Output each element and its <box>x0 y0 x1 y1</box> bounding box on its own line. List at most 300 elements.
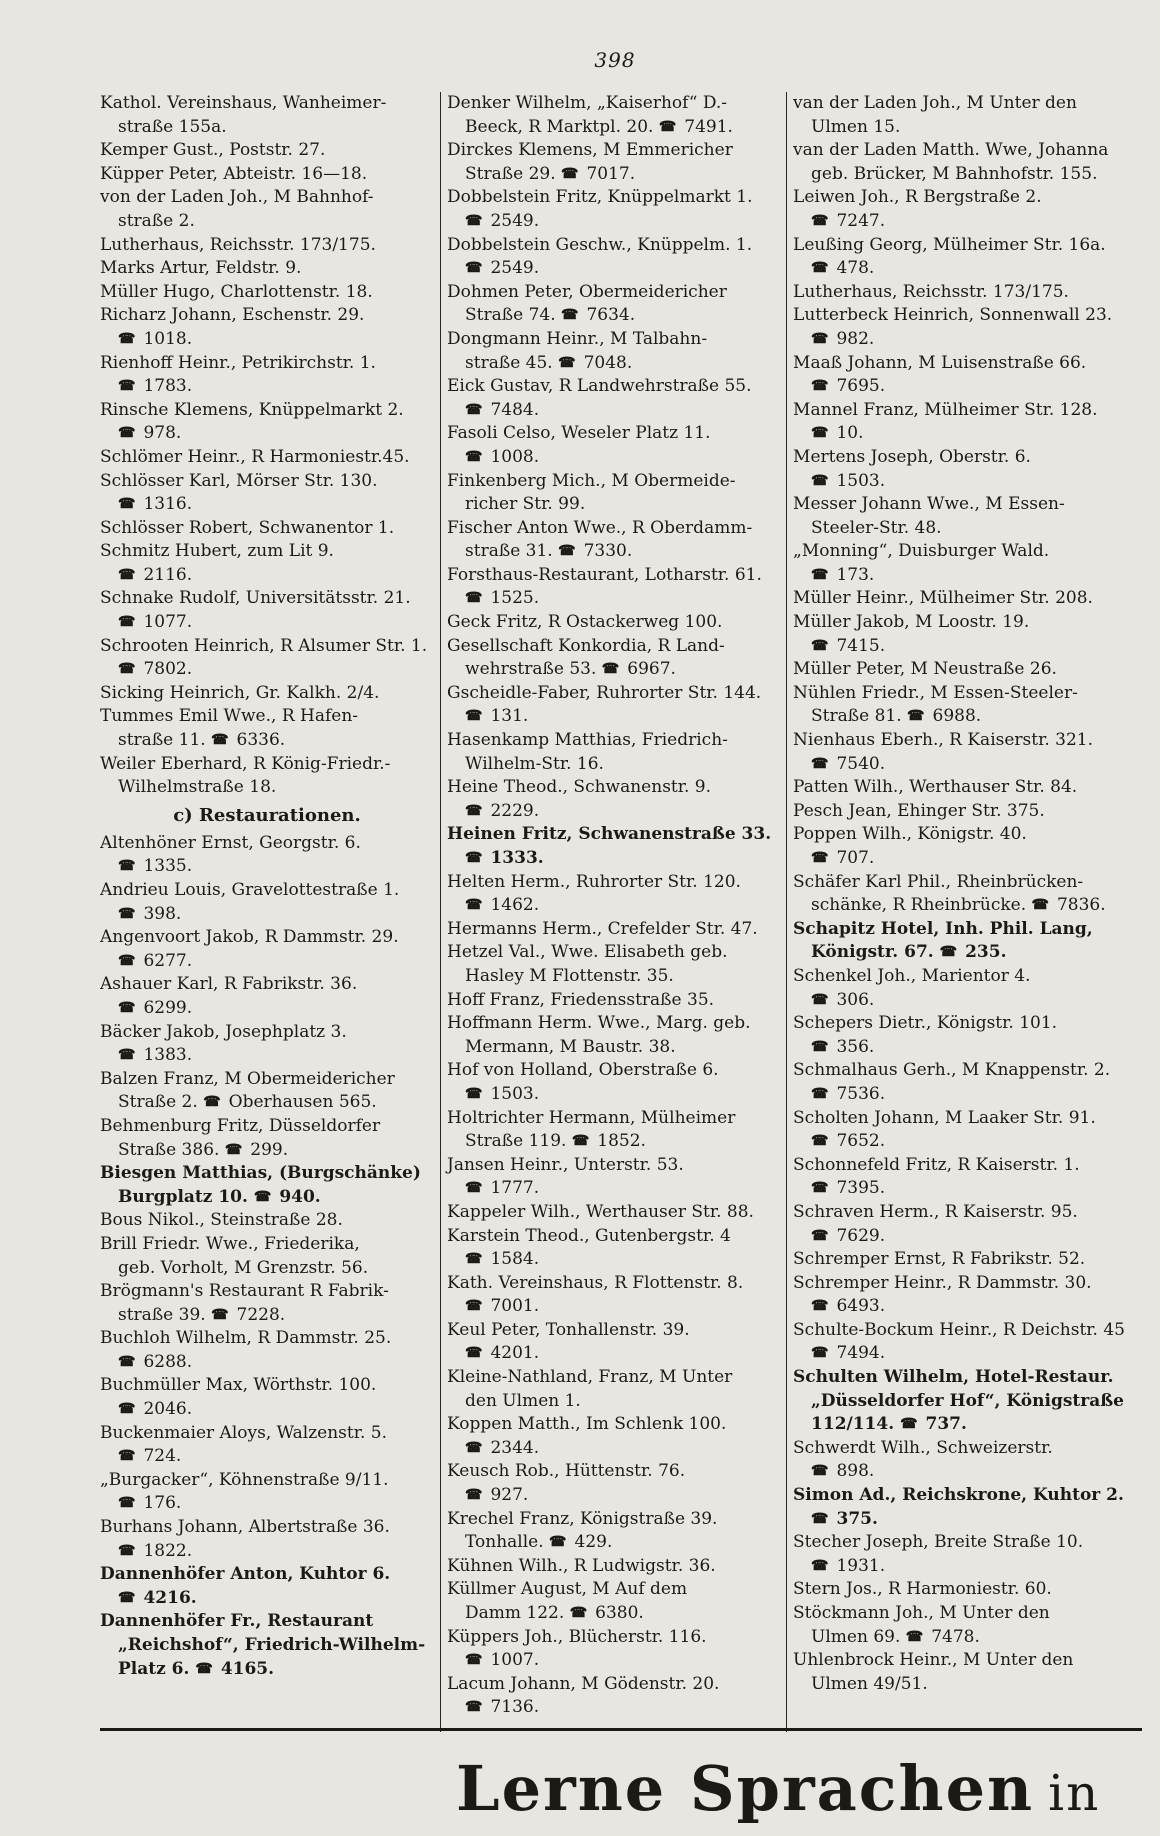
entry-continuation <box>447 753 780 777</box>
telephone-number <box>465 400 539 420</box>
telephone-number <box>118 1493 181 1513</box>
telephone-number <box>118 1446 181 1466</box>
entry-continuation <box>447 1602 780 1626</box>
entry-text: Steeler-Str. 48. <box>811 517 942 538</box>
telephone-icon <box>811 1130 828 1154</box>
entry-text: Messer Johann Wwe., M Essen- <box>793 494 1065 515</box>
telephone-icon <box>118 611 135 635</box>
entry-continuation <box>793 1626 1142 1650</box>
telephone-icon <box>118 658 135 682</box>
directory-entry <box>793 1484 1142 1531</box>
telephone-value: 131. <box>490 706 529 727</box>
telephone-value: 7415. <box>836 635 886 656</box>
entry-text: straße 31. <box>465 541 553 562</box>
entry-continuation <box>100 997 434 1021</box>
directory-entry <box>100 1021 434 1068</box>
entry-text: Balzen Franz, M Obermeidericher <box>100 1068 395 1089</box>
entry-text: Schlömer Heinr., R Harmoniestr.45. <box>100 446 410 467</box>
entry-text: straße 45. <box>465 352 553 373</box>
telephone-number <box>465 1343 539 1363</box>
telephone-icon <box>811 989 828 1013</box>
directory-entry <box>447 328 780 375</box>
telephone-number <box>811 1343 885 1363</box>
telephone-icon <box>465 1295 482 1319</box>
directory-entry <box>100 446 434 470</box>
directory-entry <box>793 1531 1142 1578</box>
telephone-icon <box>118 564 135 588</box>
entry-continuation <box>100 1257 434 1281</box>
entry-text: van der Laden Matth. Wwe, Johanna <box>793 140 1109 161</box>
telephone-number <box>465 1438 539 1458</box>
entry-text: Heinen Fritz, Schwanenstraße 33. <box>447 824 772 845</box>
telephone-value: 4165. <box>220 1658 275 1679</box>
telephone-icon <box>465 257 482 281</box>
telephone-number <box>811 211 885 231</box>
directory-entry <box>447 92 780 139</box>
telephone-icon <box>811 422 828 446</box>
entry-continuation <box>793 1295 1142 1319</box>
bottom-rule <box>100 1728 1142 1731</box>
telephone-number <box>118 423 181 443</box>
telephone-value: 898. <box>836 1461 875 1482</box>
entry-text: Patten Wilh., Werthauser Str. 84. <box>793 777 1078 798</box>
entry-continuation <box>447 1437 780 1461</box>
directory-entry <box>100 832 434 879</box>
telephone-icon <box>118 1044 135 1068</box>
telephone-icon <box>118 1445 135 1469</box>
directory-entry <box>100 517 434 541</box>
telephone-value: 299. <box>250 1139 289 1160</box>
telephone-value: 978. <box>143 423 182 444</box>
entry-text: Holtrichter Hermann, Mülheimer <box>447 1107 736 1128</box>
entry-continuation <box>100 1351 434 1375</box>
telephone-number <box>570 1603 644 1623</box>
entry-text: Königstr. 67. <box>811 942 934 963</box>
telephone-value: 356. <box>836 1036 875 1057</box>
directory-entry <box>100 1516 434 1563</box>
entry-continuation <box>793 989 1142 1013</box>
directory-entry <box>447 1059 780 1106</box>
telephone-value: 1333. <box>490 848 544 868</box>
entry-continuation <box>447 116 780 140</box>
telephone-icon <box>549 1531 566 1555</box>
entry-continuation <box>793 328 1142 352</box>
telephone-value: 6336. <box>236 730 286 751</box>
directory-entry <box>100 705 434 752</box>
directory-entry <box>793 92 1142 139</box>
telephone-value: 7634. <box>586 305 636 326</box>
entry-text: Wilhelm-Str. 16. <box>465 753 604 774</box>
telephone-number <box>195 1659 274 1679</box>
telephone-icon <box>465 1696 482 1720</box>
entry-text: Platz 6. <box>118 1658 190 1679</box>
telephone-number <box>118 494 192 514</box>
telephone-number <box>811 848 874 868</box>
entry-continuation <box>447 352 780 376</box>
telephone-value: 7136. <box>490 1697 540 1718</box>
entry-text: Dobbelstein Fritz, Knüppelmarkt 1. <box>447 187 753 208</box>
telephone-number <box>811 636 885 656</box>
directory-entry <box>100 1115 434 1162</box>
entry-text: von der Laden Joh., M Bahnhof- <box>100 187 374 208</box>
telephone-number <box>118 951 192 971</box>
entry-text: Buchloh Wilhelm, R Dammstr. 25. <box>100 1328 392 1349</box>
entry-text: Schlösser Robert, Schwanentor 1. <box>100 517 395 538</box>
telephone-icon <box>659 116 676 140</box>
entry-continuation <box>793 635 1142 659</box>
entry-continuation <box>100 855 434 879</box>
entry-text: „Düsseldorfer Hof“, Königstraße <box>811 1390 1124 1411</box>
telephone-value: 7247. <box>836 210 886 231</box>
directory-entry <box>447 635 780 682</box>
directory-entry <box>793 1154 1142 1201</box>
telephone-icon <box>811 564 828 588</box>
directory-entry <box>100 1563 434 1610</box>
entry-continuation <box>793 422 1142 446</box>
entry-continuation <box>447 540 780 564</box>
telephone-number <box>211 730 285 750</box>
directory-entry <box>793 446 1142 493</box>
entry-continuation <box>100 1634 434 1658</box>
entry-continuation <box>793 1036 1142 1060</box>
entry-continuation <box>447 658 780 682</box>
telephone-value: 478. <box>836 258 875 279</box>
entry-text: Hoffmann Herm. Wwe., Marg. geb. <box>447 1013 751 1034</box>
entry-continuation <box>447 446 780 470</box>
directory-entry <box>100 753 434 800</box>
telephone-value: 1018. <box>143 328 193 349</box>
entry-continuation <box>447 1531 780 1555</box>
telephone-number <box>811 1131 885 1151</box>
directory-entry <box>100 186 434 233</box>
telephone-value: 235. <box>965 942 1007 963</box>
directory-entry <box>793 611 1142 658</box>
telephone-value: 7228. <box>236 1304 286 1325</box>
telephone-value: 2046. <box>143 1399 193 1420</box>
entry-text: Tummes Emil Wwe., R Hafen- <box>100 706 359 727</box>
telephone-number <box>465 211 539 231</box>
telephone-number <box>254 1187 321 1207</box>
telephone-number <box>118 659 192 679</box>
entry-continuation <box>100 375 434 399</box>
directory-entry <box>100 92 434 139</box>
entry-continuation <box>793 470 1142 494</box>
telephone-icon <box>118 950 135 974</box>
telephone-value: 7001. <box>490 1296 540 1317</box>
entry-text: Eick Gustav, R Landwehrstraße 55. <box>447 376 752 397</box>
entry-text: Dirckes Klemens, M Emmericher <box>447 140 733 161</box>
entry-text: Küllmer August, M Auf dem <box>447 1579 688 1600</box>
entry-text: Dobbelstein Geschw., Knüppelm. 1. <box>447 234 753 255</box>
telephone-value: 176. <box>143 1493 182 1514</box>
entry-continuation <box>793 1413 1142 1437</box>
telephone-value: 2549. <box>490 210 540 231</box>
telephone-number <box>549 1532 612 1552</box>
telephone-value: 1525. <box>490 588 540 609</box>
entry-continuation <box>100 422 434 446</box>
telephone-number <box>572 1131 646 1151</box>
entry-continuation <box>100 1186 434 1210</box>
telephone-number <box>907 706 981 726</box>
telephone-number <box>465 1249 539 1269</box>
directory-entry <box>793 1578 1142 1602</box>
telephone-value: 724. <box>143 1446 182 1467</box>
entry-continuation <box>447 1342 780 1366</box>
entry-text: Kleine-Nathland, Franz, M Unter <box>447 1367 733 1388</box>
telephone-icon <box>118 328 135 352</box>
entry-text: Fasoli Celso, Weseler Platz 11. <box>447 423 711 444</box>
entry-text: Kappeler Wilh., Werthauser Str. 88. <box>447 1201 754 1222</box>
entry-continuation <box>100 1044 434 1068</box>
entry-continuation <box>100 1304 434 1328</box>
entry-continuation <box>793 163 1142 187</box>
entry-continuation <box>793 753 1142 777</box>
entry-text: Hermanns Herm., Crefelder Str. 47. <box>447 918 758 939</box>
telephone-value: 7536. <box>836 1083 886 1104</box>
entry-text: Uhlenbrock Heinr., M Unter den <box>793 1650 1074 1671</box>
telephone-icon <box>811 375 828 399</box>
directory-entry <box>447 375 780 422</box>
telephone-number <box>118 904 181 924</box>
telephone-value: 4201. <box>490 1343 540 1364</box>
telephone-number <box>811 565 874 585</box>
entry-text: Schwerdt Wilh., Schweizerstr. <box>793 1437 1053 1458</box>
telephone-value: 1852. <box>597 1131 646 1152</box>
directory-entry <box>793 540 1142 587</box>
entry-text: Ashauer Karl, R Fabrikstr. 36. <box>100 974 358 995</box>
telephone-icon <box>118 422 135 446</box>
telephone-icon <box>118 855 135 879</box>
directory-entry <box>447 1578 780 1625</box>
entry-continuation <box>793 375 1142 399</box>
telephone-value: 375. <box>836 1508 878 1529</box>
telephone-number <box>118 1399 192 1419</box>
telephone-value: 7652. <box>836 1131 886 1152</box>
entry-text: Brill Friedr. Wwe., Friederika, <box>100 1233 360 1254</box>
directory-entry <box>100 1422 434 1469</box>
directory-entry <box>100 281 434 305</box>
telephone-icon <box>465 446 482 470</box>
telephone-number <box>118 376 192 396</box>
entry-continuation <box>447 163 780 187</box>
telephone-number <box>811 1226 885 1246</box>
entry-text: Schulten Wilhelm, Hotel-Restaur. <box>793 1367 1114 1388</box>
telephone-number <box>1032 895 1106 915</box>
directory-entry <box>100 973 434 1020</box>
entry-text: straße 39. <box>118 1304 206 1325</box>
telephone-number <box>811 1556 885 1576</box>
entry-text: den Ulmen 1. <box>465 1390 581 1411</box>
entry-text: Weiler Eberhard, R König-Friedr.- <box>100 753 391 774</box>
entry-text: Koppen Matth., Im Schlenk 100. <box>447 1414 727 1435</box>
entry-text: Brögmann's Restaurant R Fabrik- <box>100 1281 389 1302</box>
banner-tail: in <box>1048 1764 1101 1822</box>
directory-entry <box>447 918 780 942</box>
telephone-value: 173. <box>836 564 875 585</box>
entry-text: Rienhoff Heinr., Petrikirchstr. 1. <box>100 352 376 373</box>
entry-text: Maaß Johann, M Luisenstraße 66. <box>793 352 1087 373</box>
telephone-value: 4216. <box>143 1587 197 1608</box>
directory-entry <box>100 1233 434 1280</box>
directory-entry <box>793 871 1142 918</box>
telephone-icon <box>118 1540 135 1564</box>
directory-entry <box>793 682 1142 729</box>
columns <box>100 92 1142 1732</box>
telephone-value: 10. <box>836 423 864 444</box>
telephone-icon <box>811 1342 828 1366</box>
telephone-icon <box>811 1460 828 1484</box>
entry-continuation <box>447 847 780 871</box>
telephone-number <box>118 998 192 1018</box>
directory-entry <box>447 564 780 611</box>
directory-entry <box>447 1319 780 1366</box>
telephone-icon <box>211 1304 228 1328</box>
telephone-number <box>558 541 632 561</box>
telephone-number <box>465 895 539 915</box>
telephone-value: 1077. <box>143 612 193 633</box>
telephone-number <box>811 1084 885 1104</box>
entry-continuation <box>793 1673 1142 1697</box>
entry-text: Nühlen Friedr., M Essen-Steeler- <box>793 682 1078 703</box>
entry-continuation <box>447 965 780 989</box>
telephone-icon <box>570 1602 587 1626</box>
entry-text: Kath. Vereinshaus, R Flottenstr. 8. <box>447 1272 744 1293</box>
entry-text: Hof von Holland, Oberstraße 6. <box>447 1060 719 1081</box>
entry-text: straße 11. <box>118 730 206 751</box>
telephone-value: 1783. <box>143 376 193 397</box>
directory-entry <box>793 776 1142 800</box>
entry-text: 112/114. <box>811 1414 895 1435</box>
entry-text: Küpper Peter, Abteistr. 16—18. <box>100 163 368 184</box>
telephone-value: 940. <box>279 1186 321 1207</box>
telephone-value: 737. <box>925 1414 967 1435</box>
entry-continuation <box>447 399 780 423</box>
telephone-number <box>558 353 632 373</box>
entry-text: Helten Herm., Ruhrorter Str. 120. <box>447 871 741 892</box>
entry-text: Forsthaus-Restaurant, Lotharstr. 61. <box>447 564 762 585</box>
entry-text: Gscheidle-Faber, Ruhrorter Str. 144. <box>447 682 762 703</box>
directory-entry <box>793 1201 1142 1248</box>
telephone-number <box>602 659 676 679</box>
directory-entry <box>100 587 434 634</box>
entry-text: Tonhalle. <box>465 1532 544 1553</box>
telephone-number <box>811 423 864 443</box>
telephone-value: 1503. <box>490 1083 540 1104</box>
telephone-icon <box>811 257 828 281</box>
telephone-value: 7629. <box>836 1225 886 1246</box>
directory-entry <box>793 1272 1142 1319</box>
entry-text: Dannenhöfer Fr., Restaurant <box>100 1611 374 1632</box>
telephone-icon <box>465 587 482 611</box>
telephone-value: 398. <box>143 903 182 924</box>
telephone-number <box>465 848 544 868</box>
telephone-value: 7695. <box>836 376 886 397</box>
telephone-number <box>561 305 635 325</box>
directory-entry <box>793 186 1142 233</box>
directory-entry <box>447 422 780 469</box>
entry-continuation <box>447 1130 780 1154</box>
directory-entry <box>447 823 780 870</box>
entry-text: Pesch Jean, Ehinger Str. 375. <box>793 800 1045 821</box>
entry-continuation <box>447 800 780 824</box>
directory-entry <box>100 399 434 446</box>
entry-text: Poppen Wilh., Königstr. 40. <box>793 824 1027 845</box>
telephone-number <box>465 588 539 608</box>
telephone-number <box>811 990 874 1010</box>
telephone-value: 6967. <box>627 659 676 680</box>
directory-entry <box>447 729 780 776</box>
directory-entry <box>100 635 434 682</box>
entry-text: Sicking Heinrich, Gr. Kalkh. 2/4. <box>100 682 380 703</box>
entry-continuation <box>100 1445 434 1469</box>
directory-entry <box>447 941 780 988</box>
entry-text: Beeck, R Marktpl. 20. <box>465 116 654 137</box>
telephone-icon <box>118 903 135 927</box>
telephone-value: 1462. <box>490 895 540 916</box>
entry-text: Lutherhaus, Reichsstr. 173/175. <box>100 234 376 255</box>
section-header: c) Restaurationen. <box>173 804 361 826</box>
entry-continuation <box>100 1540 434 1564</box>
directory-entry <box>793 1012 1142 1059</box>
directory-entry <box>100 1162 434 1209</box>
entry-continuation <box>447 210 780 234</box>
telephone-number <box>465 258 539 278</box>
directory-entry <box>447 1460 780 1507</box>
directory-entry <box>793 1319 1142 1366</box>
telephone-icon <box>561 304 578 328</box>
telephone-number <box>465 447 539 467</box>
entry-text: straße 155a. <box>118 116 227 137</box>
telephone-icon <box>465 1248 482 1272</box>
telephone-icon <box>465 894 482 918</box>
entry-text: richer Str. 99. <box>465 494 586 515</box>
telephone-value: 1007. <box>490 1650 540 1671</box>
entry-text: Denker Wilhelm, „Kaiserhof“ D.- <box>447 93 728 113</box>
telephone-value: 7491. <box>684 116 733 137</box>
telephone-number <box>659 117 733 137</box>
entry-text: Straße 74. <box>465 305 556 326</box>
telephone-icon <box>118 997 135 1021</box>
telephone-icon <box>465 800 482 824</box>
entry-text: Heine Theod., Schwanenstr. 9. <box>447 777 712 798</box>
directory-entry <box>100 257 434 281</box>
entry-text: Keusch Rob., Hüttenstr. 76. <box>447 1461 686 1482</box>
entry-continuation <box>793 1342 1142 1366</box>
telephone-number <box>118 856 192 876</box>
column-2 <box>440 92 787 1732</box>
telephone-value: 1316. <box>143 494 193 515</box>
directory-entry <box>100 163 434 187</box>
entry-continuation <box>447 1036 780 1060</box>
directory-entry <box>100 1068 434 1115</box>
entry-text: Fischer Anton Wwe., R Oberdamm- <box>447 517 753 538</box>
telephone-icon <box>900 1413 917 1437</box>
entry-text: Lutterbeck Heinrich, Sonnenwall 23. <box>793 305 1113 326</box>
directory-entry <box>793 729 1142 776</box>
entry-continuation <box>793 1130 1142 1154</box>
telephone-icon <box>465 399 482 423</box>
telephone-icon <box>118 1398 135 1422</box>
entry-continuation <box>793 1083 1142 1107</box>
directory-entry <box>447 1201 780 1225</box>
directory-entry <box>447 1225 780 1272</box>
telephone-number <box>225 1140 288 1160</box>
telephone-icon <box>811 753 828 777</box>
telephone-number <box>811 1037 874 1057</box>
telephone-icon <box>118 1587 135 1611</box>
entry-text: Schremper Ernst, R Fabrikstr. 52. <box>793 1249 1086 1270</box>
telephone-number <box>811 258 874 278</box>
